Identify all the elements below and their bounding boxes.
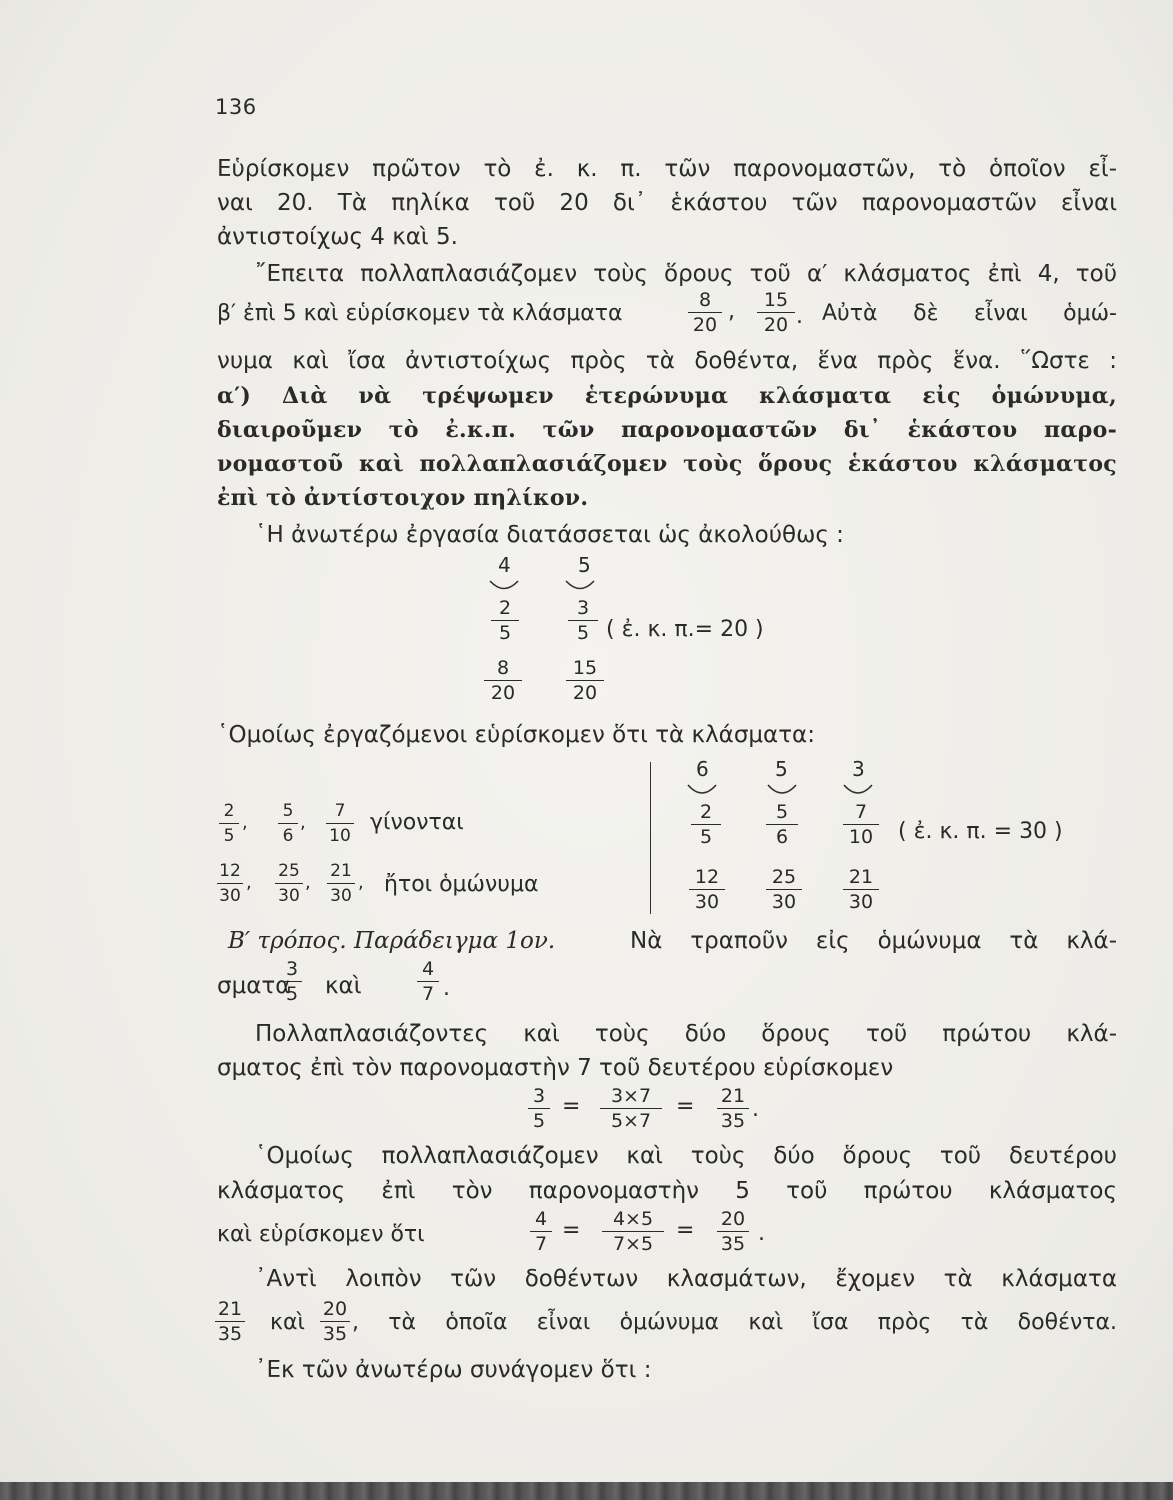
numerator: 21 (720, 1085, 746, 1107)
conclusion-frac-21-35 (215, 1298, 245, 1345)
fraction-21-30-scheme (843, 866, 879, 913)
fraction-7-10-scheme (843, 801, 879, 848)
scan-edge-band (0, 1482, 1173, 1500)
denominator: 7 (534, 1233, 548, 1255)
numerator: 3 (285, 958, 299, 980)
equals-sign: = (676, 1218, 695, 1243)
para2-line2a: β′ ἐπὶ 5 καὶ εὑρίσκομεν τὰ κλάσματα (217, 301, 623, 326)
divider-line (650, 762, 651, 914)
denominator: 5×7 (610, 1110, 652, 1132)
numerator: 7 (854, 801, 868, 823)
final-line: ᾽Εκ τῶν ἀνωτέρω συνάγομεν ὅτι : (255, 1357, 652, 1383)
denominator: 30 (278, 886, 300, 906)
lcm-note-1: ( ἐ. κ. π.= 20 ) (606, 617, 764, 642)
fraction-8-20-result (484, 657, 522, 704)
that-is-text: ἤτοι ὁμώνυμα (384, 872, 539, 897)
equals-sign: = (562, 1094, 581, 1119)
comma: , (358, 872, 364, 893)
fraction-2-5-given (219, 800, 239, 847)
fraction-7-10-given (326, 800, 354, 847)
numerator: 5 (282, 801, 294, 821)
numerator: 21 (217, 1298, 243, 1320)
comma: , (305, 872, 311, 893)
fraction-3-5-given (282, 958, 302, 1005)
numerator: 15 (572, 657, 598, 679)
eq1-frac-a (528, 1085, 550, 1132)
comma: , (242, 812, 248, 833)
method2-line2a: σματα (217, 973, 291, 999)
numerator: 4×5 (612, 1208, 654, 1230)
fraction-3-5 (568, 597, 598, 644)
numerator: 3 (532, 1085, 546, 1107)
denominator: 35 (322, 1323, 348, 1345)
denominator: 5 (699, 826, 713, 848)
eq2-frac-c (717, 1208, 749, 1255)
para2-line2b: Αὐτὰ δὲ εἶναι ὁμώ- (822, 301, 1117, 326)
equals-sign: = (562, 1218, 581, 1243)
numerator: 2 (498, 597, 512, 619)
fraction-15-20 (757, 289, 795, 336)
eq2-frac-b (602, 1208, 664, 1255)
numerator: 12 (694, 866, 720, 888)
multiplier-5: 5 (775, 757, 788, 781)
fraction-12-30 (217, 860, 243, 907)
and-text: καὶ (325, 973, 362, 999)
numerator: 2 (223, 801, 235, 821)
numerator: 4 (421, 958, 435, 980)
fraction-25-30 (275, 860, 303, 907)
numerator: 21 (330, 861, 352, 881)
numerator: 2 (699, 801, 713, 823)
mult-para-line2: σματος ἐπὶ τὸν παρονομαστὴν 7 τοῦ δευτέρου εὑρίσκομεν (217, 1055, 894, 1081)
denominator: 20 (572, 682, 598, 704)
denominator: 30 (330, 886, 352, 906)
page-number: 136 (215, 95, 257, 119)
denominator: 7×5 (612, 1233, 654, 1255)
equals-sign: = (676, 1094, 695, 1119)
rule-line1: α′) Διὰ νὰ τρέψωμεν ἑτερώνυμα κλάσματα εἰς ὁμώνυμα, (217, 383, 1117, 409)
numerator: 20 (322, 1298, 348, 1320)
fraction-4-7-given (417, 958, 439, 1005)
rule-line2: διαιροῦμεν τὸ ἐ.κ.π. τῶν παρονομαστῶν δι᾽ ἑκάστου παρο- (217, 417, 1117, 443)
denominator: 10 (848, 826, 874, 848)
fraction-2-5-scheme (691, 801, 721, 848)
multiplier-arcs-2 (686, 782, 886, 802)
mult-para2-line2: κλάσματος ἐπὶ τὸν παρονομαστὴν 5 τοῦ πρώτου κλάσματος (217, 1178, 1117, 1204)
numerator: 12 (219, 861, 241, 881)
denominator: 5 (285, 983, 299, 1005)
fraction-25-30-scheme (766, 866, 802, 913)
rule-line4: ἐπὶ τὸ ἀντίστοιχον πηλίκον. (217, 485, 589, 511)
and-text-2: καὶ (270, 1310, 305, 1335)
numerator: 15 (763, 289, 789, 311)
para2-line1: ῎Επειτα πολλαπλασιάζομεν τοὺς ὅρους τοῦ α′ κλάσματος ἐπὶ 4, τοῦ (255, 261, 1117, 287)
arrangement-intro: ῾Η ἀνωτέρω ἐργασία διατάσσεται ὡς ἀκολούθως : (255, 522, 844, 548)
para1-line1: Εὑρίσκομεν πρῶτον τὸ ἐ. κ. π. τῶν παρονομαστῶν, τὸ ὁποῖον εἶ- (217, 156, 1117, 182)
mult-para2-line1: ῾Ομοίως πολλαπλασιάζομεν καὶ τοὺς δύο ὅρους τοῦ δευτέρου (255, 1143, 1117, 1169)
conclusion-line2-rest: , τὰ ὁποῖα εἶναι ὁμώνυμα καὶ ἴσα πρὸς τὰ δοθέντα. (352, 1310, 1117, 1335)
denominator: 6 (282, 826, 294, 846)
denominator: 20 (763, 314, 789, 336)
conclusion-line1: ᾽Αντὶ λοιπὸν τῶν δοθέντων κλασμάτων, ἔχομεν τὰ κλάσματα (255, 1266, 1117, 1292)
fraction-2-5 (491, 597, 519, 644)
multiplier-5: 5 (578, 553, 591, 577)
numerator: 3 (576, 597, 590, 619)
period: . (758, 1221, 765, 1246)
similarly-line: ῾Ομοίως ἐργαζόμενοι εὑρίσκομεν ὅτι τὰ κλάσματα: (217, 722, 815, 748)
method2-text: Νὰ τραποῦν εἰς ὁμώνυμα τὰ κλά- (630, 928, 1117, 954)
comma: , (246, 872, 252, 893)
numerator: 20 (720, 1208, 746, 1230)
numerator: 5 (775, 801, 789, 823)
fraction-8-20 (688, 289, 722, 336)
eq1-frac-c (717, 1085, 749, 1132)
numerator: 8 (496, 657, 510, 679)
fraction-21-30 (327, 860, 355, 907)
fraction-5-6-scheme (766, 801, 798, 848)
denominator: 20 (692, 314, 718, 336)
method2-title: Β′ τρόπος. Παράδειγμα 1ον. (228, 928, 556, 954)
numerator: 3×7 (610, 1085, 652, 1107)
numerator: 21 (848, 866, 874, 888)
multiplier-3: 3 (852, 757, 865, 781)
fraction-12-30-scheme (689, 866, 725, 913)
denominator: 10 (329, 826, 351, 846)
numerator: 25 (278, 861, 300, 881)
multiplier-4: 4 (498, 553, 511, 577)
period: . (752, 1097, 759, 1122)
comma: , (728, 299, 735, 324)
denominator: 30 (219, 886, 241, 906)
numerator: 25 (771, 866, 797, 888)
fraction-15-20-result (566, 657, 604, 704)
period: . (796, 304, 803, 329)
denominator: 30 (771, 891, 797, 913)
eq1-frac-b (600, 1085, 662, 1132)
denominator: 5 (532, 1110, 546, 1132)
rule-line3: νομαστοῦ καὶ πολλαπλασιάζομεν τοὺς ὅρους ἑκάστου κλάσματος (217, 451, 1117, 477)
numerator: 7 (334, 801, 346, 821)
denominator: 5 (223, 826, 235, 846)
multiplier-6: 6 (696, 757, 709, 781)
denominator: 5 (576, 622, 590, 644)
denominator: 5 (498, 622, 512, 644)
eq2-frac-a (530, 1208, 552, 1255)
numerator: 4 (534, 1208, 548, 1230)
denominator: 6 (775, 826, 789, 848)
comma: , (300, 812, 306, 833)
conclusion-frac-20-35 (320, 1298, 350, 1345)
become-text: γίνονται (370, 810, 464, 835)
denominator: 30 (848, 891, 874, 913)
fraction-5-6-given (278, 800, 298, 847)
para1-line3: ἀντιστοίχως 4 καὶ 5. (217, 224, 458, 250)
lcm-note-2: ( ἐ. κ. π. = 30 ) (898, 819, 1063, 844)
para1-line2: ναι 20. Τὰ πηλίκα τοῦ 20 δι᾽ ἑκάστου τῶν παρονομαστῶν εἶναι (217, 190, 1117, 216)
denominator: 20 (490, 682, 516, 704)
denominator: 35 (720, 1110, 746, 1132)
denominator: 30 (694, 891, 720, 913)
numerator: 8 (698, 289, 712, 311)
denominator: 35 (217, 1323, 243, 1345)
mult-para-line1: Πολλαπλασιάζοντες καὶ τοὺς δύο ὅρους τοῦ πρώτου κλά- (255, 1021, 1117, 1047)
denominator: 7 (421, 983, 435, 1005)
denominator: 35 (720, 1233, 746, 1255)
period: . (443, 976, 450, 1001)
find-that: καὶ εὑρίσκομεν ὅτι (217, 1222, 425, 1247)
multiplier-arcs (488, 578, 628, 596)
para2-line3: νυμα καὶ ἴσα ἀντιστοίχως πρὸς τὰ δοθέντα, ἕνα πρὸς ἕνα. ῞Ωστε : (217, 348, 1117, 374)
